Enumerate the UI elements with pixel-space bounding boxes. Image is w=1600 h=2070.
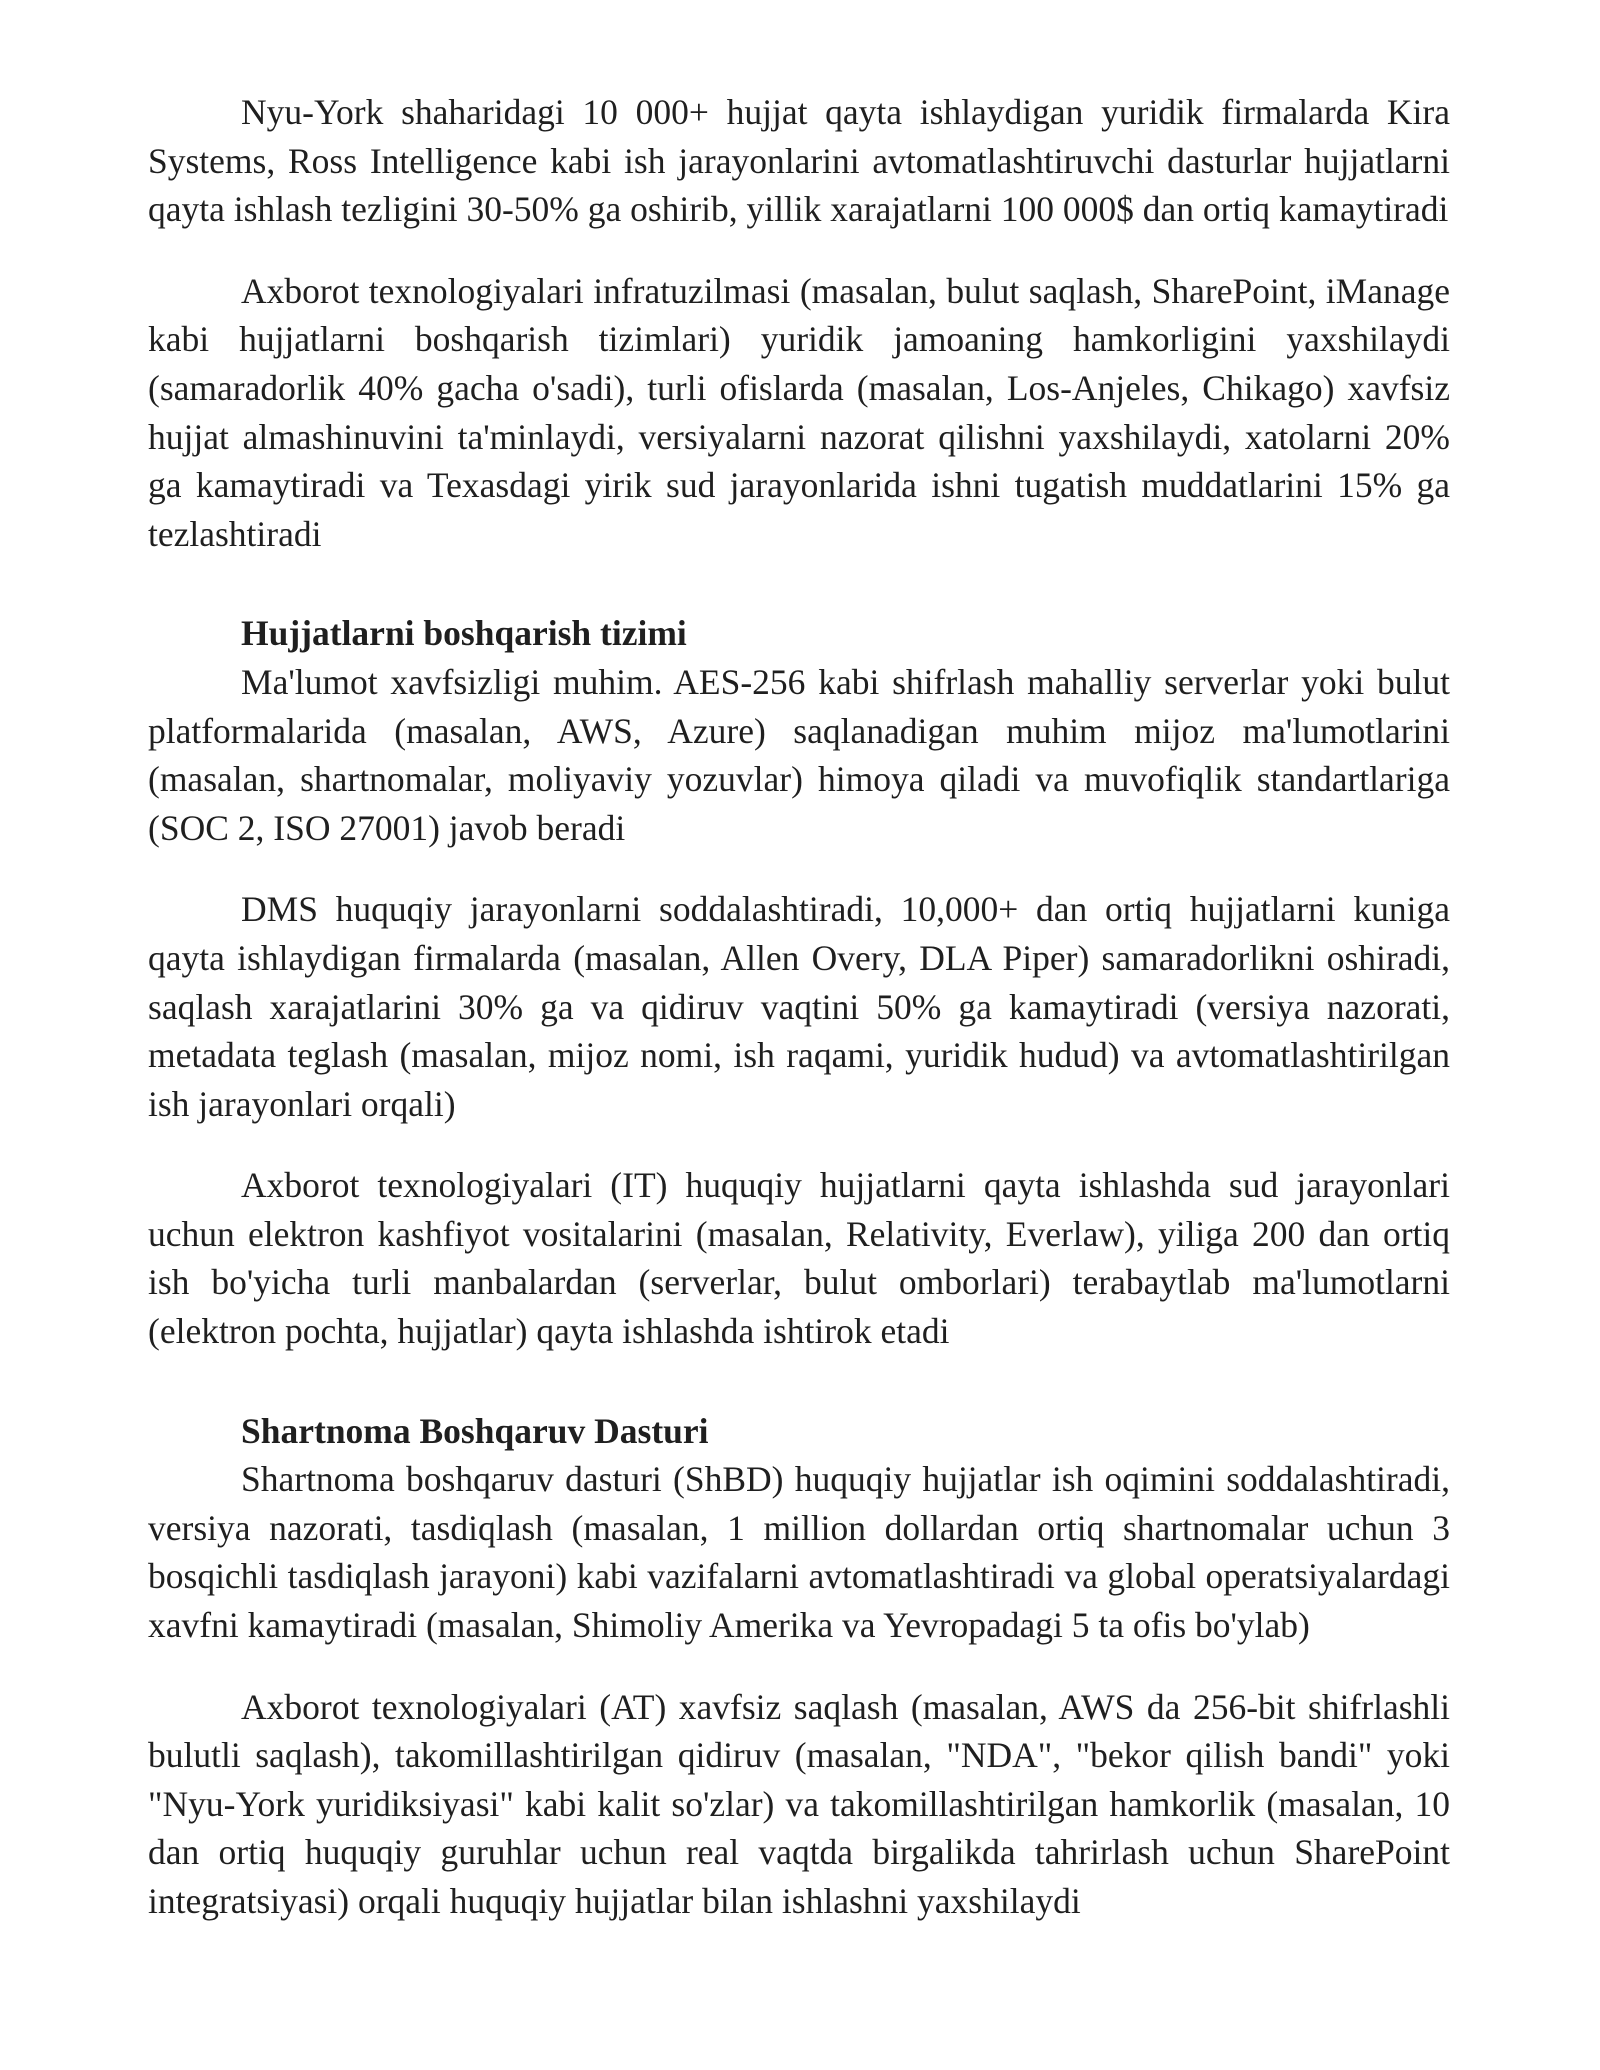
paragraph: Nyu-York shaharidagi 10 000+ hujjat qayta ishlaydigan yuridik firmalarda Kira Systems, Ross Intelligence kabi ish jarayonlarini avtomatlashtiruvchi dasturlar hujjatlarni qayta ishlash tezligini 30-50% ga oshirib, yillik xarajatlarni 100 000$ dan ortiq kamaytiradi: [148, 92, 1450, 230]
section-heading: Shartnoma Boshqaruv Dasturi: [241, 1410, 709, 1451]
document-page: [148, 88, 1450, 1926]
paragraph: Axborot texnologiyalari infratuzilmasi (masalan, bulut saqlash, SharePoint, iManage kabi hujjatlarni boshqarish tizimlari) yuridik jamoaning hamkorligini yaxshilaydi (samaradorlik 40% gacha o'sadi), turli ofislarda (masalan, Los-Anjeles, Chikago) xavfsiz hujjat almashinuvini ta'minlaydi, versiyalarni nazorat qilishni yaxshilaydi, xatolarni 20% ga kamaytiradi va Texasdagi yirik sud jarayonlarida ishni tugatish muddatlarini 15% ga tezlashtiradi: [148, 270, 1450, 554]
section-heading: Hujjatlarni boshqarish tizimi: [241, 613, 687, 654]
paragraph: DMS huquqiy jarayonlarni soddalashtiradi, 10,000+ dan ortiq hujjatlarni kuniga qayta ishlaydigan firmalarda (masalan, Allen Overy, DLA Piper) samaradorlikni oshiradi, saqlash xarajatlarini 30% ga va qidiruv vaqtini 50% ga kamaytiradi (versiya nazorati, metadata teglash (masalan, mijoz nomi, ish raqami, yuridik hudud) va avtomatlashtirilgan ish jarayonlari orqali): [148, 889, 1450, 1124]
paragraph: Ma'lumot xavfsizligi muhim. AES-256 kabi shifrlash mahalliy serverlar yoki bulut platformalarida (masalan, AWS, Azure) saqlanadigan muhim mijoz ma'lumotlarini (masalan, shartnomalar, moliyaviy yozuvlar) himoya qiladi va muvofiqlik standartlariga (SOC 2, ISO 27001) javob beradi: [148, 661, 1450, 848]
paragraph: Axborot texnologiyalari (AT) xavfsiz saqlash (masalan, AWS da 256-bit shifrlashli bulutli saqlash), takomillashtirilgan qidiruv (masalan, "NDA", "bekor qilish bandi" yoki "Nyu-York yuridiksiyasi" kabi kalit so'zlar) va takomillashtirilgan hamkorlik (masalan, 10 dan ortiq huquqiy guruhlar uchun real vaqtda birgalikda tahrirlash uchun SharePoint integratsiyasi) orqali huquqiy hujjatlar bilan ishlashni yaxshilaydi: [148, 1686, 1450, 1921]
paragraph: Axborot texnologiyalari (IT) huquqiy hujjatlarni qayta ishlashda sud jarayonlari uchun elektron kashfiyot vositalarini (masalan, Relativity, Everlaw), yiliga 200 dan ortiq ish bo'yicha turli manbalardan (serverlar, bulut omborlari) terabaytlab ma'lumotlarni (elektron pochta, hujjatlar) qayta ishlashda ishtirok etadi: [148, 1165, 1450, 1352]
paragraph: Shartnoma boshqaruv dasturi (ShBD) huquqiy hujjatlar ish oqimini soddalashtiradi, versiya nazorati, tasdiqlash (masalan, 1 million dollardan ortiq shartnomalar uchun 3 bosqichli tasdiqlash jarayoni) kabi vazifalarni avtomatlashtiradi va global operatsiyalardagi xavfni kamaytiradi (masalan, Shimoliy Amerika va Yevropadagi 5 ta ofis bo'ylab): [148, 1459, 1450, 1646]
